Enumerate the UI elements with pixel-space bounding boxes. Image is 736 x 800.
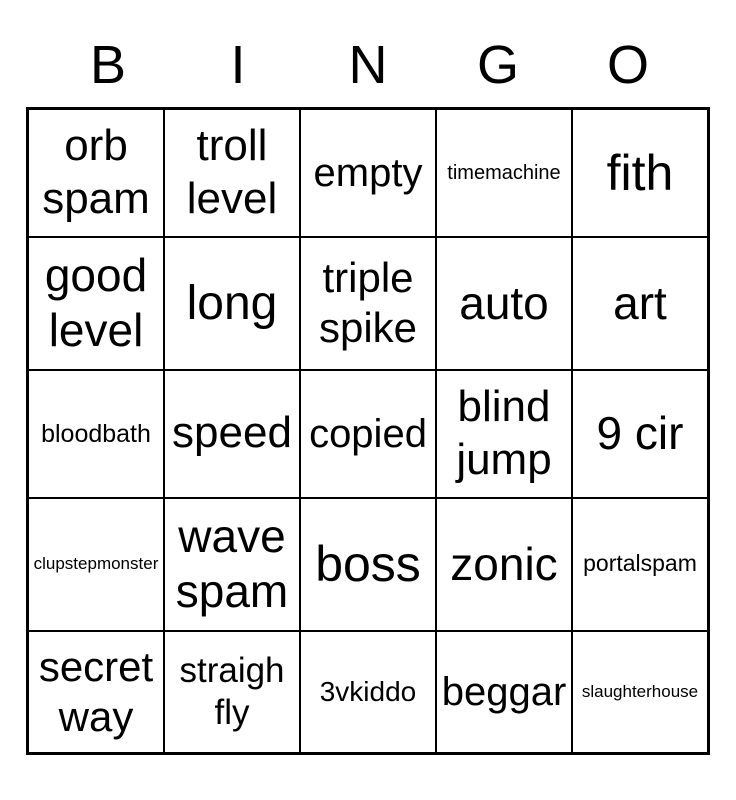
bingo-cell[interactable]: speed	[164, 370, 300, 498]
bingo-title-letter-o: O	[606, 35, 649, 95]
bingo-cell[interactable]: empty	[300, 109, 436, 237]
bingo-row	[28, 631, 709, 754]
bingo-row	[28, 109, 709, 237]
bingo-row	[28, 237, 709, 370]
bingo-grid	[26, 107, 710, 755]
bingo-title	[43, 35, 693, 95]
bingo-cell[interactable]: fith	[572, 109, 709, 237]
bingo-cell[interactable]: clupstepmonster	[28, 498, 165, 631]
bingo-cell[interactable]: good level	[28, 237, 165, 370]
bingo-cell[interactable]: bloodbath	[28, 370, 165, 498]
bingo-cell[interactable]: straigh fly	[164, 631, 300, 754]
bingo-cell[interactable]: wave spam	[164, 498, 300, 631]
bingo-cell[interactable]: long	[164, 237, 300, 370]
bingo-title-letter-n: N	[348, 35, 388, 95]
bingo-cell[interactable]: art	[572, 237, 709, 370]
bingo-cell[interactable]: copied	[300, 370, 436, 498]
bingo-title-letter-i: I	[230, 35, 246, 95]
bingo-cell[interactable]: portalspam	[572, 498, 709, 631]
bingo-cell[interactable]: zonic	[436, 498, 572, 631]
bingo-cell[interactable]: boss	[300, 498, 436, 631]
bingo-grid-body	[28, 109, 709, 754]
bingo-cell[interactable]: blind jump	[436, 370, 572, 498]
bingo-cell[interactable]: troll level	[164, 109, 300, 237]
bingo-title-letter-b: B	[89, 35, 127, 95]
bingo-cell[interactable]: timemachine	[436, 109, 572, 237]
bingo-cell[interactable]: beggar	[436, 631, 572, 754]
bingo-row	[28, 370, 709, 498]
bingo-cell[interactable]: 9 cir	[572, 370, 709, 498]
bingo-cell[interactable]: secret way	[28, 631, 165, 754]
bingo-cell[interactable]: orb spam	[28, 109, 165, 237]
bingo-cell[interactable]: auto	[436, 237, 572, 370]
bingo-cell[interactable]: slaughterhouse	[572, 631, 709, 754]
bingo-cell[interactable]: triple spike	[300, 237, 436, 370]
bingo-title-letter-g: G	[476, 35, 519, 95]
bingo-row	[28, 498, 709, 631]
bingo-cell[interactable]: 3vkiddo	[300, 631, 436, 754]
